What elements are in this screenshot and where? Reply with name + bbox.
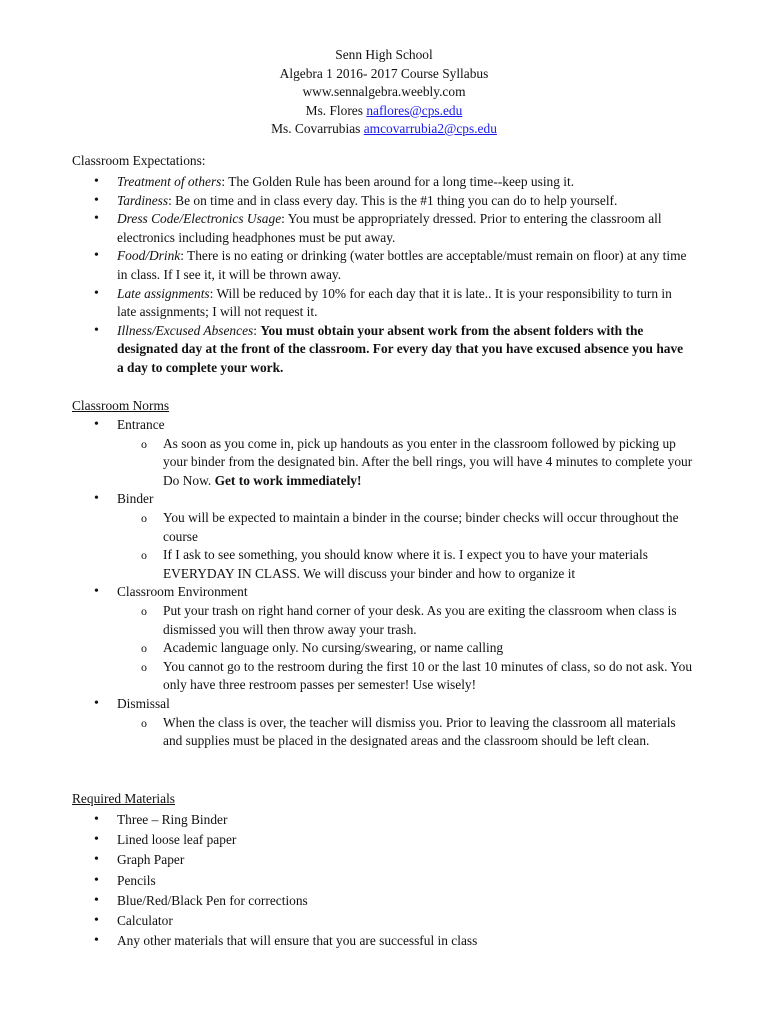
expectation-text: : There is no eating or drinking (water bottles are acceptable/must remain on floor) at any time in class. If I see it, it will be thrown away. xyxy=(117,248,687,282)
norms-list xyxy=(0,416,768,751)
materials-list xyxy=(0,810,768,951)
materials-heading: Required Materials xyxy=(72,791,175,806)
norms-heading: Classroom Norms xyxy=(72,398,170,413)
material-item: • Calculator xyxy=(0,911,693,931)
norm-group-entrance xyxy=(0,416,693,490)
teacher-1-email-link[interactable]: naflores@cps.edu xyxy=(366,102,463,118)
norm-group-binder xyxy=(0,490,693,583)
expectation-label: Food/Drink xyxy=(117,248,181,264)
expectations-heading: Classroom Expectations: xyxy=(72,153,206,168)
expectations-list xyxy=(0,173,768,378)
norm-group-label: Classroom Environment xyxy=(117,584,248,600)
norm-subitem xyxy=(163,509,693,546)
expectation-item xyxy=(0,173,693,192)
norm-subitem xyxy=(163,435,693,491)
expectation-item xyxy=(0,247,693,284)
norm-group-label: Binder xyxy=(117,491,154,507)
norm-subitem xyxy=(163,658,693,695)
norm-group-label: Entrance xyxy=(117,417,165,432)
expectation-text: : Will be reduced by 10% for each day that it is late.. It is your responsibility to turn in late assignments; I will not request it. xyxy=(117,285,672,320)
material-item: • Blue/Red/Black Pen for corrections xyxy=(0,891,693,911)
teacher-2-email-link[interactable]: amcovarrubia2@cps.edu xyxy=(363,121,497,136)
expectation-text: : You must be appropriately dressed. Prior to entering the classroom all electronics including headphones must be put away. xyxy=(117,211,662,245)
norm-subitem-text: You will be expected to maintain a binder in the course; binder checks will occur throughout the course xyxy=(163,509,679,544)
expectation-label: Illness/Excused Absences xyxy=(117,322,254,338)
expectation-text: : xyxy=(253,322,261,338)
expectation-item xyxy=(0,322,693,378)
norm-subitem xyxy=(163,714,693,751)
norm-subitem-text: You cannot go to the restroom during the first 10 or the last 10 minutes of class, so do not ask. You only have three restroom passes per semester! Use wisely! xyxy=(163,658,693,693)
norm-group-label: Dismissal xyxy=(117,695,170,711)
norm-group-dismissal xyxy=(0,695,693,751)
expectation-text: : Be on time and in class every day. This is the #1 thing you can do to help yourself. xyxy=(168,192,618,208)
norm-sublist xyxy=(117,602,693,695)
teacher-2-name: Ms. Covarrubias xyxy=(271,121,364,136)
norm-subitem-text: When the class is over, the teacher will dismiss you. Prior to leaving the classroom all materials and supplies must be placed in the designated areas and the classroom should be left clean. xyxy=(163,714,676,749)
norm-group-environment xyxy=(0,583,693,695)
expectation-text: : The Golden Rule has been around for a long time--keep using it. xyxy=(221,174,575,189)
material-item: • Graph Paper xyxy=(0,850,693,870)
teacher-1-name: Ms. Flores xyxy=(305,102,367,118)
norm-subitem-text: Academic language only. No cursing/swearing, or name calling xyxy=(163,640,504,656)
norm-sublist xyxy=(117,714,693,751)
expectation-item xyxy=(0,210,693,247)
teacher-line-1 xyxy=(0,102,768,121)
norm-sublist xyxy=(117,509,693,583)
norm-subitem-text: Put your trash on right hand corner of your desk. As you are exiting the classroom when class is dismissed you will then throw away your trash. xyxy=(163,602,677,637)
expectation-label: Late assignments xyxy=(117,285,210,301)
norm-subitem xyxy=(163,639,693,658)
website-text: www.sennalgebra.weebly.com xyxy=(302,84,466,99)
document-header xyxy=(0,46,768,139)
material-item: • Pencils xyxy=(0,871,693,891)
expectation-bold-text: You must obtain your absent work from the absent folders with the designated day at the front of the classroom. For every day that you have excused absence you have a day to complete your work. xyxy=(117,322,684,375)
norm-sublist xyxy=(117,435,693,491)
expectation-item xyxy=(0,285,693,322)
material-item: • Lined loose leaf paper xyxy=(0,830,693,850)
norm-subitem-text: If I ask to see something, you should know where it is. I expect you to have your materials EVERYDAY IN CLASS. We will discuss your binder and how to organize it xyxy=(163,547,648,581)
teacher-line-2 xyxy=(0,120,768,139)
material-item: • Three – Ring Binder xyxy=(0,810,693,830)
expectation-item xyxy=(0,192,693,211)
expectation-label: Dress Code/Electronics Usage xyxy=(117,211,282,227)
norm-subitem-text: As soon as you come in, pick up handouts as you enter in the classroom followed by picking up your binder from the designated bin. After the bell rings, you will have 4 minutes to complete your Do Now. xyxy=(163,435,693,488)
norm-subitem xyxy=(163,602,693,639)
expectation-label: Treatment of others xyxy=(117,174,222,189)
material-item: • Any other materials that will ensure that you are successful in class xyxy=(0,931,693,951)
expectation-label: Tardiness xyxy=(117,192,169,208)
norm-subitem-bold: Get to work immediately! xyxy=(214,472,362,488)
school-name: Senn High School xyxy=(335,47,433,62)
course-title: Algebra 1 2016- 2017 Course Syllabus xyxy=(279,65,489,81)
norm-subitem xyxy=(163,546,693,583)
